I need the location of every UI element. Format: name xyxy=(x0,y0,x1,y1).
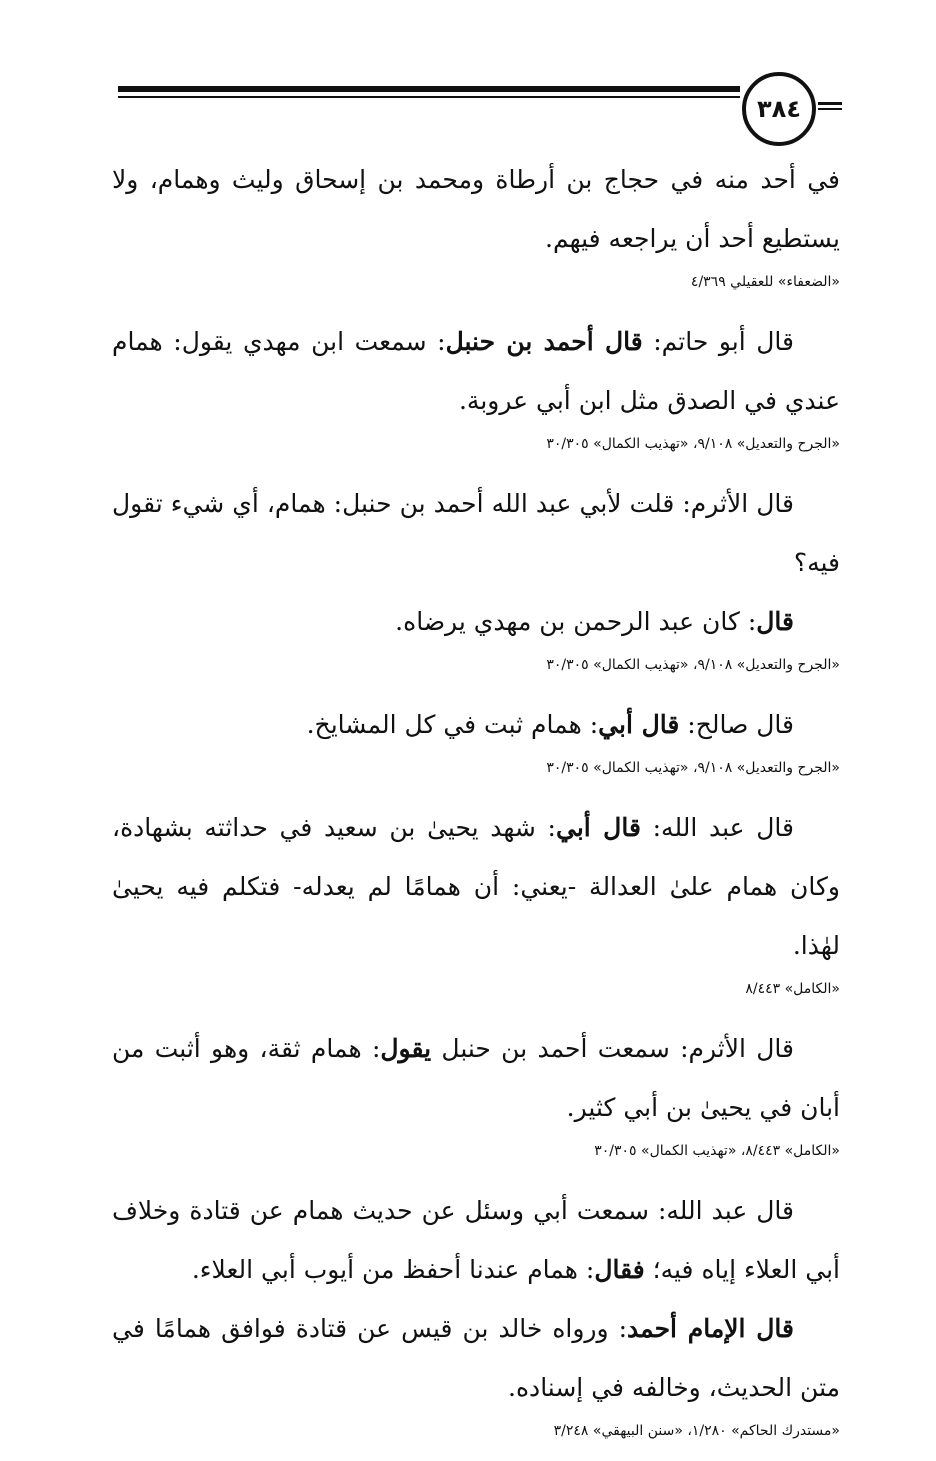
page-header xyxy=(0,72,936,152)
source-reference: «الكامل» ٨/٤٤٣، «تهذيب الكمال» ٣٠/٣٠٥ xyxy=(594,1143,840,1159)
header-rule xyxy=(118,86,740,98)
text-run: قال عبد الله: xyxy=(640,813,795,842)
header-rule-right xyxy=(818,102,842,110)
text-paragraph xyxy=(112,312,840,430)
text-paragraph xyxy=(112,695,840,754)
text-paragraph xyxy=(112,1019,840,1137)
text-run: : ورواه خالد بن قيس عن قتادة فوافق همامًا في متن الحديث، وخالفه في إسناده. xyxy=(112,1314,840,1402)
speaker-bold: قال أبي xyxy=(555,813,641,842)
source-reference: «الجرح والتعديل» ٩/١٠٨، «تهذيب الكمال» ٣٠/٣٠٥ xyxy=(546,436,840,452)
text-run: : همام ثبت في كل المشايخ. xyxy=(306,710,599,739)
text-paragraph xyxy=(112,150,840,268)
text-run: قال صالح: xyxy=(679,710,794,739)
speaker-bold: قال xyxy=(756,607,794,636)
source-reference: «الكامل» ٨/٤٤٣ xyxy=(745,981,840,997)
text-paragraph xyxy=(112,592,840,651)
text-paragraph xyxy=(112,1299,840,1417)
source-reference: «الجرح والتعديل» ٩/١٠٨، «تهذيب الكمال» ٣٠/٣٠٥ xyxy=(546,657,840,673)
text-paragraph xyxy=(112,798,840,975)
text-run: في أحد منه في حجاج بن أرطاة ومحمد بن إسحاق وليث وهمام، ولا يستطيع أحد أن يراجعه فيهم. xyxy=(112,165,840,253)
page-body xyxy=(112,150,840,1461)
source-reference: «الضعفاء» للعقيلي ٤/٣٦٩ xyxy=(690,274,840,290)
text-run: قال أبو حاتم: xyxy=(642,327,794,356)
speaker-bold: فقال xyxy=(594,1255,645,1284)
text-run: : سمعت ابن مهدي يقول: همام عندي في الصدق مثل ابن أبي عروبة. xyxy=(112,327,840,415)
source-reference: «الجرح والتعديل» ٩/١٠٨، «تهذيب الكمال» ٣٠/٣٠٥ xyxy=(546,760,840,776)
text-run: : همام ثقة، وهو أثبت من أبان في يحيىٰ بن أبي كثير. xyxy=(112,1034,840,1122)
text-paragraph xyxy=(112,474,840,592)
speaker-bold: قال أبي xyxy=(598,710,680,739)
source-reference: «مستدرك الحاكم» ١/٢٨٠، «سنن البيهقي» ٣/٢٤٨ xyxy=(553,1423,840,1439)
speaker-bold: قال أحمد بن حنبل xyxy=(445,327,643,356)
speaker-bold: قال الإمام أحمد xyxy=(627,1314,794,1343)
speaker-bold: يقول xyxy=(380,1034,432,1063)
text-run: قال عبد الله: سمعت أبي وسئل عن حديث همام عن قتادة وخلاف أبي العلاء إياه فيه؛ xyxy=(112,1196,840,1284)
text-run: قال الأثرم: سمعت أحمد بن حنبل xyxy=(431,1034,794,1063)
text-run: : شهد يحيىٰ بن سعيد في حداثته بشهادة، وكان همام علىٰ العدالة -يعني: أن همامًا لم يعدله- فتكلم فيه يحيىٰ لهٰذا. xyxy=(112,813,840,960)
text-run: : همام عندنا أحفظ من أيوب أبي العلاء. xyxy=(191,1255,595,1284)
text-paragraph xyxy=(112,1181,840,1299)
page-number: ٣٨٤ xyxy=(742,72,816,146)
text-run: : كان عبد الرحمن بن مهدي يرضاه. xyxy=(395,607,757,636)
text-run: قال الأثرم: قلت لأبي عبد الله أحمد بن حنبل: همام، أي شيء تقول فيه؟ xyxy=(112,489,840,577)
